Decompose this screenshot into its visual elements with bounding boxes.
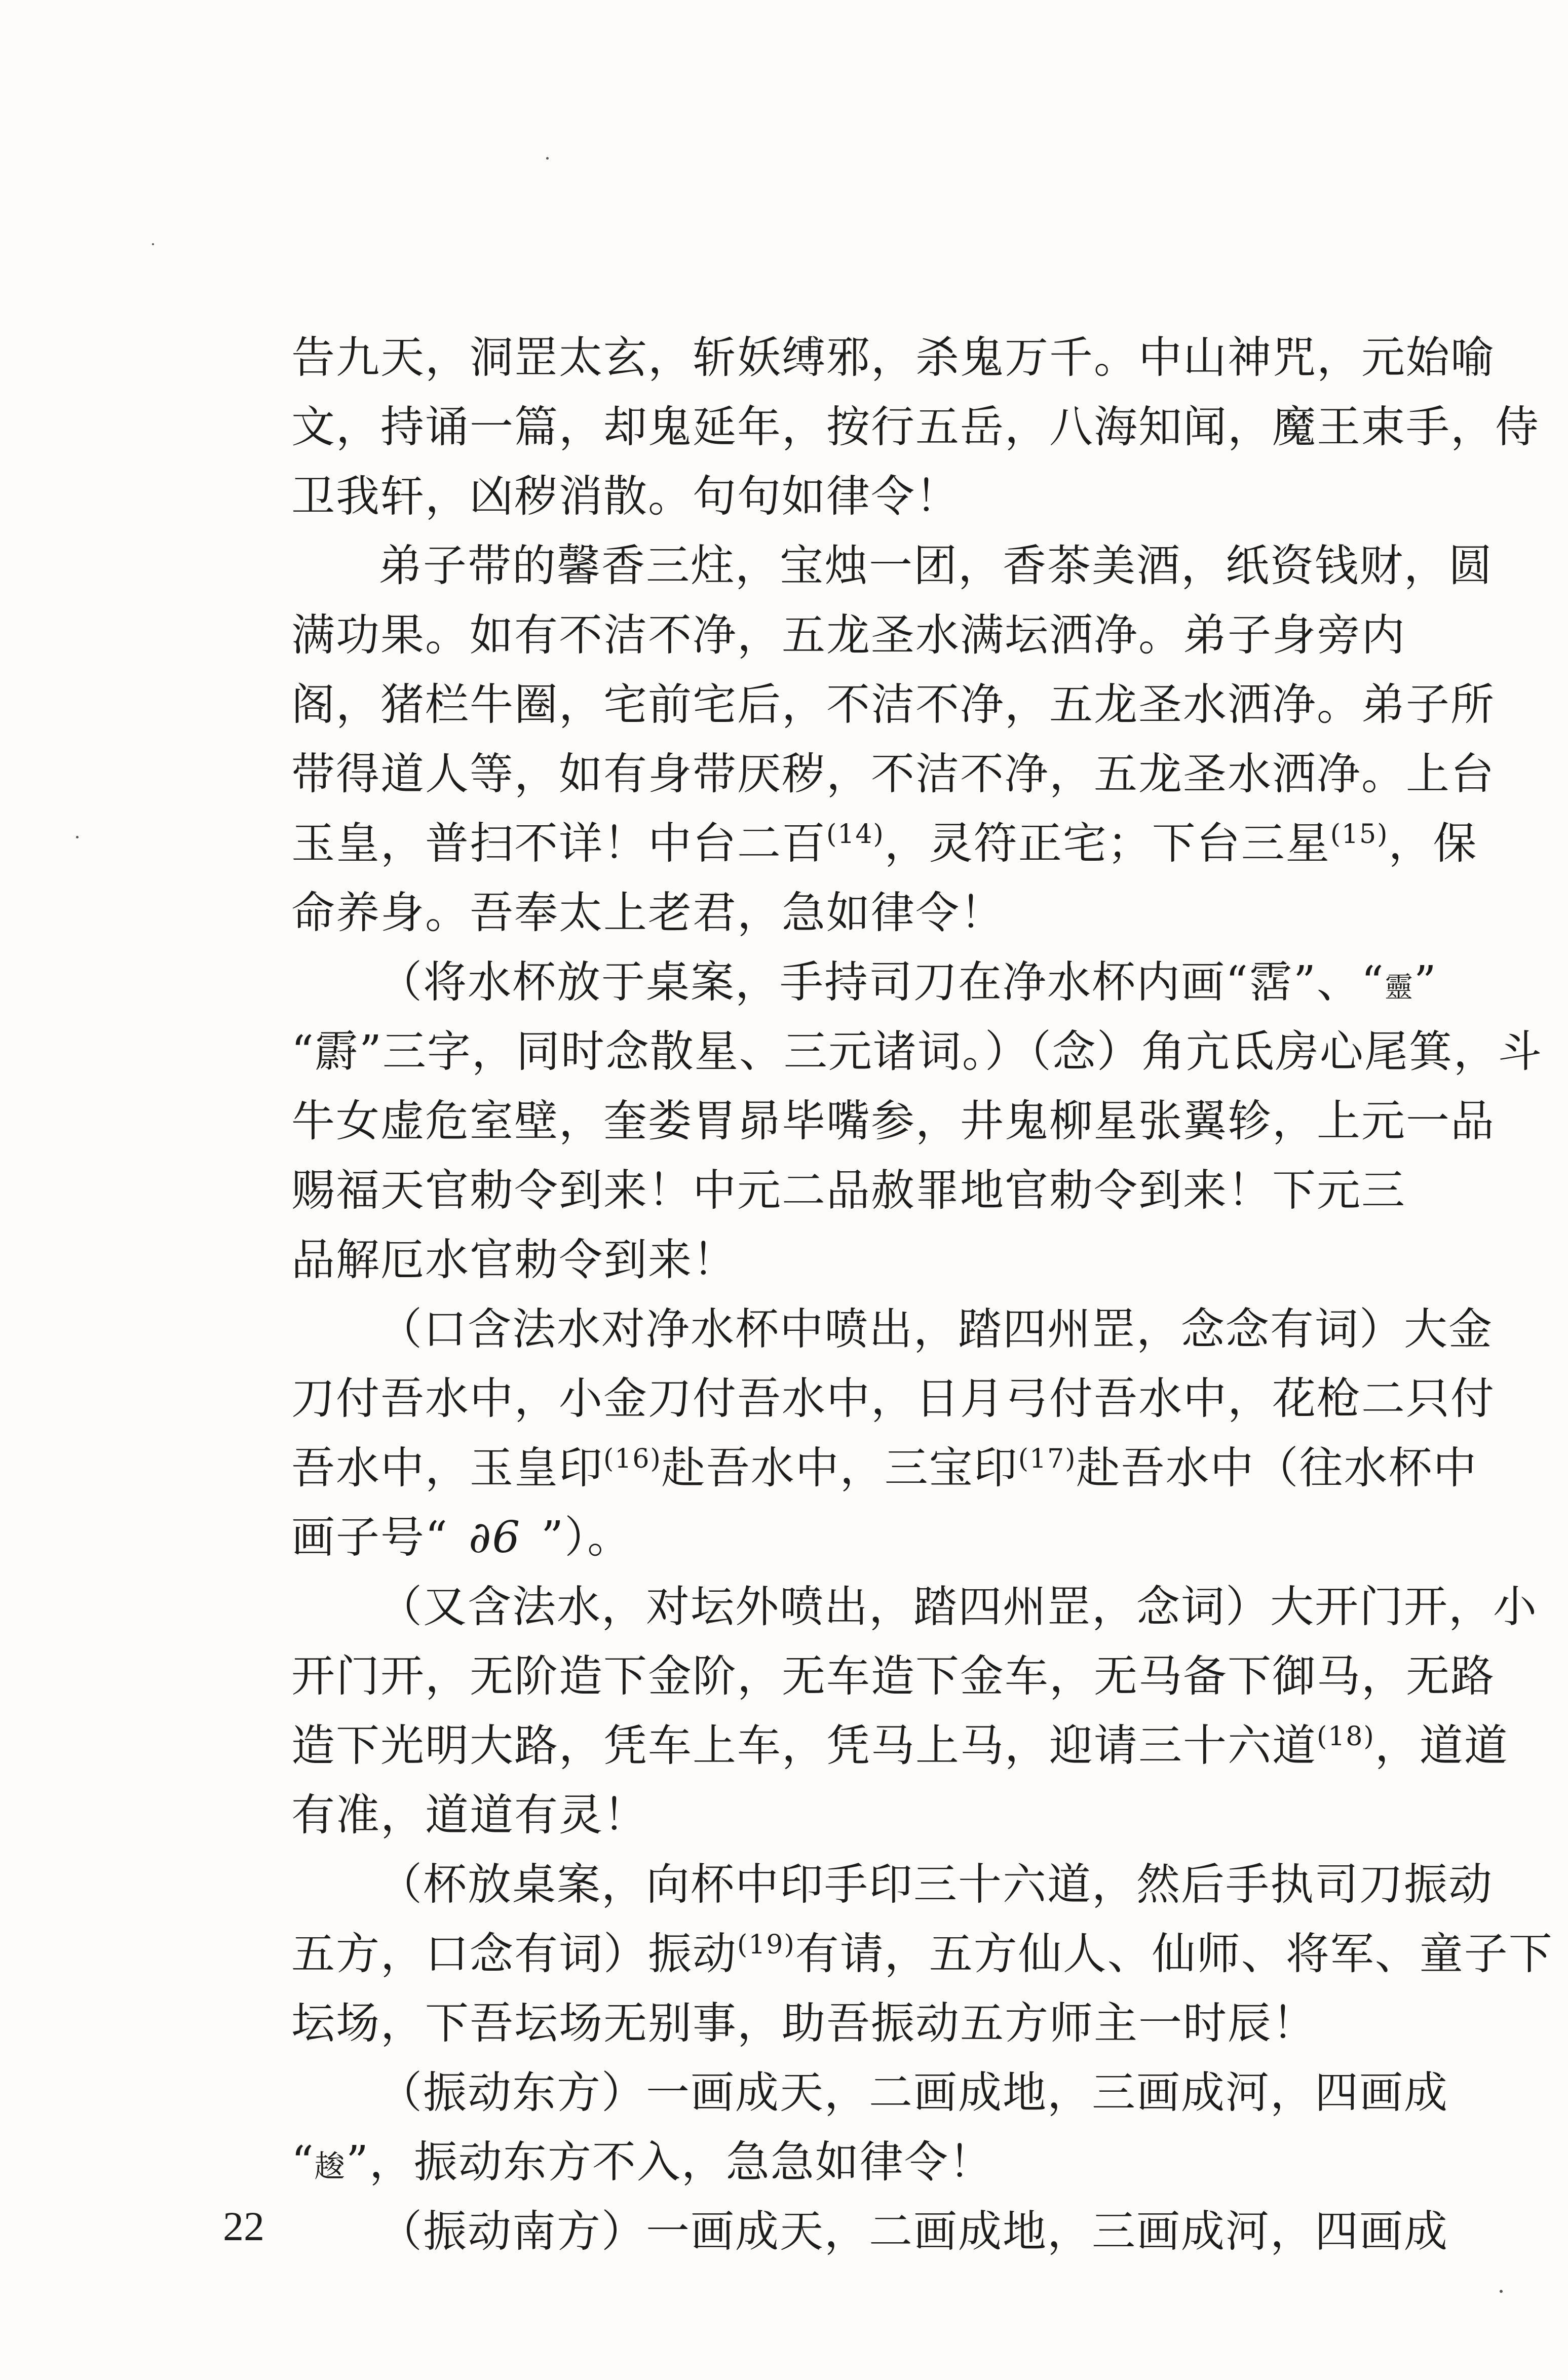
text-segment: ” [1413, 957, 1437, 1008]
text-segment: ”）。 [541, 1512, 632, 1563]
text-segment: ”，振动东方不入，急急如律令！ [346, 2137, 993, 2187]
text-line: 牛女虚危室壁，奎娄胃昴毕嘴参，井鬼柳星张翼轸，上元一品 [291, 1096, 1495, 1146]
text-line: 品解厄水官勅令到来！ [291, 1235, 737, 1285]
text-line: 带得道人等，如有身带厌秽，不洁不净，五龙圣水洒净。上台 [291, 749, 1495, 799]
text-line: 刀付吾水中，小金刀付吾水中，日月弓付吾水中，花枪二只付 [291, 1373, 1495, 1424]
text-line: 坛场，下吾坛场无别事，助吾振动五方师主一时辰！ [291, 1998, 1317, 2049]
scan-speck [152, 243, 154, 245]
text-line: 开门开，无阶造下金阶，无车造下金车，无马备下御马，无路 [291, 1651, 1495, 1702]
text-line: 阁，猪栏牛圈，宅前宅后，不洁不净，五龙圣水洒净。弟子所 [291, 679, 1495, 730]
text-segment: ，灵符正宅；下台三星 [884, 818, 1330, 869]
text-line: （又含法水，对坛外喷出，踏四州罡，念词）大开门开，小 [378, 1582, 1538, 1632]
text-line [291, 948, 1437, 1017]
text-line: 命养身。吾奉太上老君，急如律令！ [291, 888, 1005, 938]
text-segment: “ [291, 1026, 315, 1077]
body-text [291, 323, 1553, 2267]
talisman-glyph: ∂6 [468, 1512, 521, 1563]
footnote-ref: (19) [737, 1930, 795, 1960]
text-line: （杯放桌案，向杯中印手印三十六道，然后手执司刀振动 [378, 1859, 1493, 1910]
text-segment: 玉皇，普扫不详！中台二百 [291, 818, 826, 869]
footnote-ref: (14) [826, 819, 885, 850]
footnote-ref: (17) [1018, 1444, 1077, 1474]
text-line [291, 1711, 1509, 1781]
text-line: （振动东方）一画成天，二画成地，三画成河，四画成 [378, 2067, 1448, 2118]
talisman-glyph: 霨 [314, 1026, 359, 1077]
text-line: 满功果。如有不洁不净，五龙圣水满坛洒净。弟子身旁内 [291, 610, 1406, 661]
text-segment: 赴吾水中，三宝印 [661, 1443, 1018, 1493]
talisman-glyph: 靈 [1384, 971, 1414, 1004]
text-segment: “ [291, 2137, 315, 2187]
text-segment: 赴吾水中（往水杯中 [1076, 1443, 1478, 1493]
text-line [291, 1017, 1543, 1087]
talisman-glyph: 䞭 [314, 2149, 346, 2184]
text-segment: ，保 [1388, 818, 1478, 869]
text-segment: 五方，口念有词）振动 [291, 1929, 737, 1979]
scan-speck [1500, 2290, 1503, 2293]
text-line: 告九天，洞罡太玄，斩妖缚邪，杀鬼万千。中山神咒，元始喻 [291, 332, 1495, 383]
text-line: 赐福天官勅令到来！中元二品赦罪地官勅令到来！下元三 [291, 1165, 1406, 1216]
footnote-ref: (18) [1317, 1721, 1375, 1752]
text-segment: （将水杯放于桌案，手持司刀在净水杯内画“ [378, 957, 1249, 1008]
text-line [291, 1434, 1478, 1503]
text-segment: ”、“ [1293, 957, 1385, 1008]
talisman-glyph: 霑 [1248, 957, 1293, 1008]
text-line: 文，持诵一篇，却鬼延年，按行五岳，八海知闻，魔王束手，侍 [291, 402, 1540, 452]
scan-speck [76, 836, 79, 838]
text-line: 有准，道道有灵！ [291, 1790, 648, 1840]
text-segment: 有请，五方仙人、仙师、将军、童子下 [795, 1929, 1553, 1979]
text-segment: 画子号“ [291, 1512, 448, 1563]
text-line [291, 809, 1478, 878]
text-segment: ”三字，同时念散星、三元诸词。）（念）角亢氐房心尾箕，斗 [359, 1026, 1543, 1077]
text-line: 卫我轩，凶秽消散。句句如律令！ [291, 471, 960, 522]
footnote-ref: (15) [1330, 819, 1389, 850]
text-segment: 吾水中，玉皇印 [291, 1443, 603, 1493]
footnote-ref: (16) [603, 1444, 662, 1474]
text-line: （振动南方）一画成天，二画成地，三画成河，四画成 [378, 2206, 1448, 2257]
page-number: 22 [223, 2203, 264, 2249]
text-line [291, 1503, 1381, 1572]
text-segment: ，道道 [1374, 1720, 1509, 1771]
text-line [291, 1920, 1553, 1989]
text-segment: 造下光明大路，凭车上车，凭马上马，迎请三十六道 [291, 1720, 1317, 1771]
scan-speck [546, 157, 549, 160]
text-line: （口含法水对净水杯中喷出，踏四州罡，念念有词）大金 [378, 1304, 1493, 1355]
text-line: 弟子带的馨香三炷，宝烛一团，香茶美酒，纸资钱财，圆 [378, 541, 1493, 591]
text-line [291, 2128, 1381, 2197]
